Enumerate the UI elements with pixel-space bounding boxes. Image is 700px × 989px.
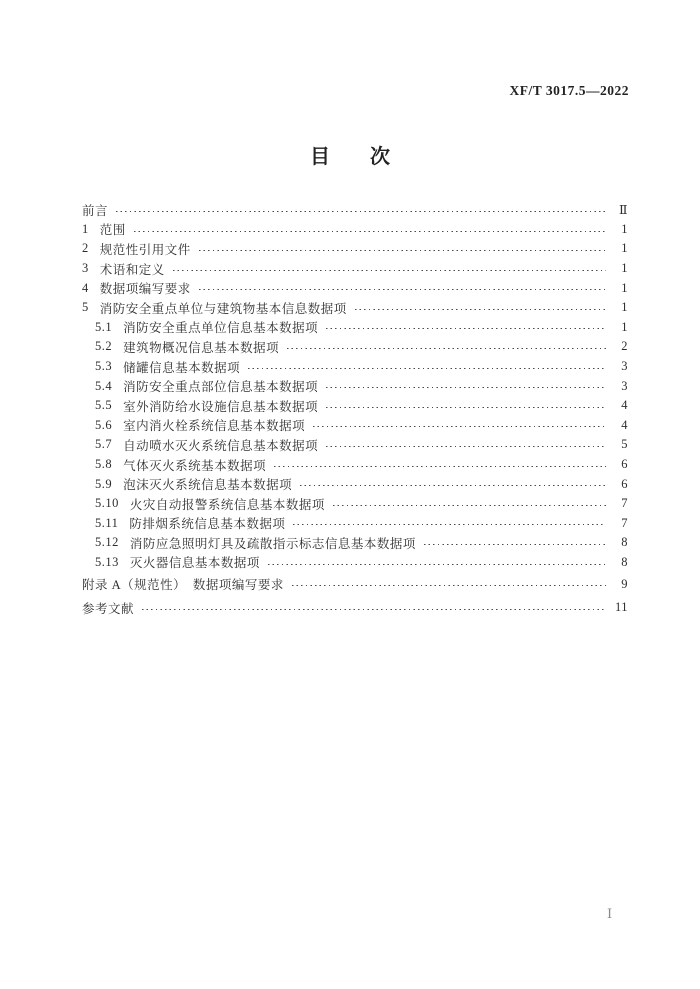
page-title: 目 次 bbox=[310, 146, 390, 168]
toc-entry bbox=[82, 337, 628, 357]
dot-leader bbox=[292, 574, 606, 594]
dot-leader bbox=[424, 533, 606, 553]
toc-entry-page: 2 bbox=[621, 339, 628, 354]
dot-leader bbox=[293, 514, 606, 534]
toc-entry-number: 5.9 bbox=[95, 476, 113, 491]
dot-leader bbox=[313, 416, 606, 436]
toc-entry-title: 前言 bbox=[82, 203, 109, 218]
dot-leader bbox=[199, 239, 606, 259]
toc-entry-number: 5.5 bbox=[95, 398, 113, 413]
toc-entry-title: 建筑物概况信息基本数据项 bbox=[123, 340, 280, 355]
toc-entry bbox=[82, 220, 628, 240]
dot-leader bbox=[199, 278, 606, 298]
toc-entry bbox=[82, 553, 628, 573]
toc-entry bbox=[82, 435, 628, 455]
dot-leader bbox=[116, 200, 606, 220]
dot-leader bbox=[248, 357, 606, 377]
toc-entry-number: 5.1 bbox=[95, 319, 113, 334]
toc-entry-page: 1 bbox=[621, 280, 628, 295]
toc-entry bbox=[82, 200, 628, 220]
toc-entry-title: 术语和定义 bbox=[99, 262, 165, 277]
dot-leader bbox=[300, 474, 606, 494]
toc-entry bbox=[82, 357, 628, 377]
dot-leader bbox=[333, 494, 606, 514]
dot-leader bbox=[142, 598, 606, 618]
toc-entry bbox=[82, 494, 628, 514]
toc-entry bbox=[82, 533, 628, 553]
toc-entry bbox=[82, 416, 628, 436]
standard-number: XF/T 3017.5—2022 bbox=[509, 83, 629, 98]
toc-entry-page: 3 bbox=[621, 378, 628, 393]
toc-entry-number: 5.13 bbox=[95, 554, 119, 569]
dot-leader bbox=[326, 376, 606, 396]
toc-entry-number: 3 bbox=[82, 261, 89, 276]
toc-entry-title: 自动喷水灭火系统信息基本数据项 bbox=[123, 438, 319, 453]
toc-entry-number: 2 bbox=[82, 241, 89, 256]
toc-entry-page: 1 bbox=[621, 221, 628, 236]
toc-entry-number: 5.8 bbox=[95, 457, 113, 472]
toc-entry bbox=[82, 455, 628, 475]
toc-entry-page: 4 bbox=[621, 398, 628, 413]
toc-entry-title: 范围 bbox=[99, 223, 126, 238]
toc-entry bbox=[82, 239, 628, 259]
dot-leader bbox=[326, 435, 606, 455]
toc-entry bbox=[82, 318, 628, 338]
toc-entry-page: 9 bbox=[621, 576, 628, 591]
toc-entry-page: 1 bbox=[621, 300, 628, 315]
toc-entry-title: 参考文献 bbox=[82, 601, 135, 616]
toc-entry-title: 数据项编写要求 bbox=[99, 282, 191, 297]
toc-entry-title: 附录 A（规范性） 数据项编写要求 bbox=[82, 578, 284, 593]
toc-entry-number: 5.2 bbox=[95, 339, 113, 354]
toc-entry-title: 消防安全重点单位信息基本数据项 bbox=[123, 321, 319, 336]
toc-entry-title: 消防应急照明灯具及疏散指示标志信息基本数据项 bbox=[129, 536, 416, 551]
toc-entry-page: Ⅱ bbox=[619, 202, 628, 217]
toc-entry-title: 气体灭火系统基本数据项 bbox=[123, 458, 267, 473]
toc-entry-number: 5.10 bbox=[95, 496, 119, 511]
toc-entry-title: 灭火器信息基本数据项 bbox=[129, 556, 260, 571]
toc-entry-page: 5 bbox=[621, 437, 628, 452]
toc-entry-title: 储罐信息基本数据项 bbox=[123, 360, 241, 375]
dot-leader bbox=[326, 396, 606, 416]
dot-leader bbox=[287, 337, 606, 357]
toc-entry-number: 5.7 bbox=[95, 437, 113, 452]
toc-entry-number: 5.6 bbox=[95, 417, 113, 432]
dot-leader bbox=[326, 318, 606, 338]
footer-page-number: Ⅰ bbox=[607, 906, 613, 921]
toc-list bbox=[82, 200, 628, 617]
toc-entry bbox=[82, 376, 628, 396]
dot-leader bbox=[134, 220, 606, 240]
dot-leader bbox=[173, 259, 606, 279]
toc-entry bbox=[82, 396, 628, 416]
toc-entry bbox=[82, 298, 628, 318]
toc-entry-page: 8 bbox=[621, 554, 628, 569]
toc-entry bbox=[82, 278, 628, 298]
toc-entry bbox=[82, 259, 628, 279]
toc-entry bbox=[82, 598, 628, 618]
toc-entry-number: 5.11 bbox=[95, 515, 119, 530]
toc-entry-page: 3 bbox=[621, 359, 628, 374]
toc-entry-page: 4 bbox=[621, 417, 628, 432]
toc-entry-title: 室内消火栓系统信息基本数据项 bbox=[123, 419, 306, 434]
toc-entry-number: 5.12 bbox=[95, 535, 119, 550]
toc-entry-number: 5 bbox=[82, 300, 89, 315]
toc-entry-title: 火灾自动报警系统信息基本数据项 bbox=[129, 497, 325, 512]
toc-entry bbox=[82, 474, 628, 494]
toc-entry-page: 6 bbox=[621, 457, 628, 472]
toc-entry-page: 6 bbox=[621, 476, 628, 491]
toc-entry-title: 消防安全重点单位与建筑物基本信息数据项 bbox=[99, 301, 347, 316]
toc-entry-title: 泡沫灭火系统信息基本数据项 bbox=[123, 478, 293, 493]
toc-entry-page: 11 bbox=[614, 600, 628, 615]
toc-entry-title: 消防安全重点部位信息基本数据项 bbox=[123, 380, 319, 395]
toc-entry-page: 7 bbox=[621, 496, 628, 511]
toc-entry-page: 7 bbox=[621, 515, 628, 530]
toc-entry-number: 1 bbox=[82, 221, 89, 236]
toc-entry-number: 5.3 bbox=[95, 359, 113, 374]
toc-entry-page: 1 bbox=[621, 261, 628, 276]
toc-entry-page: 1 bbox=[621, 241, 628, 256]
toc-entry-page: 8 bbox=[621, 535, 628, 550]
toc-entry-number: 4 bbox=[82, 280, 89, 295]
dot-leader bbox=[355, 298, 606, 318]
toc-entry-number: 5.4 bbox=[95, 378, 113, 393]
dot-leader bbox=[274, 455, 606, 475]
toc-entry-page: 1 bbox=[621, 319, 628, 334]
toc-entry-title: 防排烟系统信息基本数据项 bbox=[129, 517, 286, 532]
toc-entry bbox=[82, 574, 628, 594]
toc-entry bbox=[82, 514, 628, 534]
toc-entry-title: 室外消防给水设施信息基本数据项 bbox=[123, 399, 319, 414]
toc-entry-title: 规范性引用文件 bbox=[99, 242, 191, 257]
dot-leader bbox=[268, 553, 606, 573]
